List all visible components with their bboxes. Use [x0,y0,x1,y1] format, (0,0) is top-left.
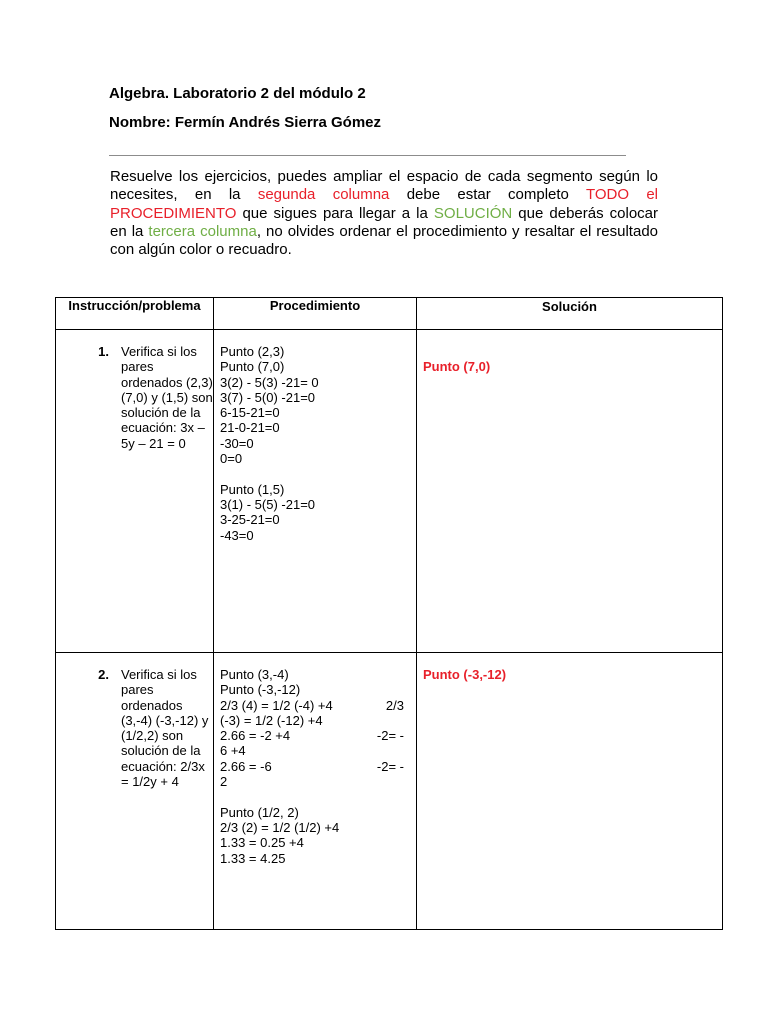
procedure-line: -43=0 [220,527,254,543]
procedure-line: (-3) = 1/2 (-12) +4 [220,712,323,728]
intro-highlight-segunda-columna: segunda columna [257,186,390,204]
document-title: Algebra. Laboratorio 2 del módulo 2 [109,85,366,102]
procedure-line: Punto (-3,-12) [220,682,301,698]
exercise-number: 1. [98,344,109,359]
header-solucion [417,298,723,330]
procedure-line-right: -2= - [376,758,404,774]
intro-text-4: que deberás colocar en la [110,204,658,240]
procedure-line: 3(1) - 5(5) -21=0 [220,496,316,512]
procedure-line: 21-0-21=0 [220,420,280,436]
procedure-cell [214,330,417,653]
intro-highlight-tercera-columna: tercera columna [148,222,257,240]
solution-text: Punto (7,0) [423,359,491,374]
intro-text-1: Resuelve los ejercicios, puedes ampliar el espacio de cada segmento según lo necesites, en la [110,168,658,204]
procedure-line: 3(2) - 5(3) -21= 0 [220,374,319,390]
table-row [56,330,723,653]
solution-text: Punto (-3,-12) [423,667,507,682]
instruction-text: Verifica si los pares ordenados (3,-4) (-3,-12) y (1/2,2) son solución de la ecuación: 2/3x = 1/2y + 4 [121,667,209,790]
procedure-line: Punto (3,-4) [220,667,289,682]
procedure-line: 2 [220,774,228,790]
instruction-text: Verifica si los pares ordenados (2,3) (7,0) y (1,5) son solución de la ecuación: 3x – 5y – 21 = 0 [121,344,213,451]
header-instruccion: Instrucción/problema [56,298,214,330]
procedure-line: Punto (1/2, 2) [220,804,299,820]
header-procedimiento: Procedimiento [214,298,417,330]
instruction-cell [56,330,214,653]
procedure-line: 2/3 (4) = 1/2 (-4) +4 [220,697,333,713]
procedure-line-right: 2/3 [385,697,404,713]
intro-highlight-todo-procedimiento: TODO el PROCEDIMIENTO [110,186,658,222]
procedure-line: Punto (7,0) [220,359,285,375]
intro-text-2: debe estar completo [389,186,586,204]
table-header-row [56,298,723,330]
procedure-line: 0=0 [220,451,243,467]
procedure-line: 3-25-21=0 [220,512,280,528]
procedure-line: -30=0 [220,435,254,451]
student-name: Nombre: Fermín Andrés Sierra Gómez [109,114,382,131]
procedure-line: 2/3 (2) = 1/2 (1/2) +4 [220,819,340,835]
procedure-line: 3(7) - 5(0) -21=0 [220,389,316,405]
procedure-line: Punto (1,5) [220,481,285,497]
intro-text-3: que sigues para llegar a la [236,204,434,222]
instructions-paragraph [110,168,658,259]
separator-line [109,155,626,156]
procedure-line: 1.33 = 0.25 +4 [220,835,304,851]
procedure-line: 1.33 = 4.25 [220,850,286,866]
procedure-line: 2.66 = -2 +4 [220,728,291,744]
procedure-line-right: -2= - [376,728,404,744]
procedure-line: 2.66 = -6 [220,758,272,774]
exercise-number: 2. [98,667,109,682]
solution-cell [417,330,723,653]
procedure-line: 6-15-21=0 [220,405,280,421]
intro-highlight-solucion: SOLUCIÓN [433,204,513,222]
procedure-line: Punto (2,3) [220,344,285,359]
procedure-cell [214,653,417,930]
intro-text-5: , no olvides ordenar el procedimiento y resaltar el resultado con algún color o recuadro. [110,222,658,259]
header-solucion-label: Solución [542,299,597,314]
procedure-line: 6 +4 [220,743,246,759]
table-row [56,653,723,930]
exercise-table [55,297,723,930]
solution-cell [417,653,723,930]
instruction-cell [56,653,214,930]
